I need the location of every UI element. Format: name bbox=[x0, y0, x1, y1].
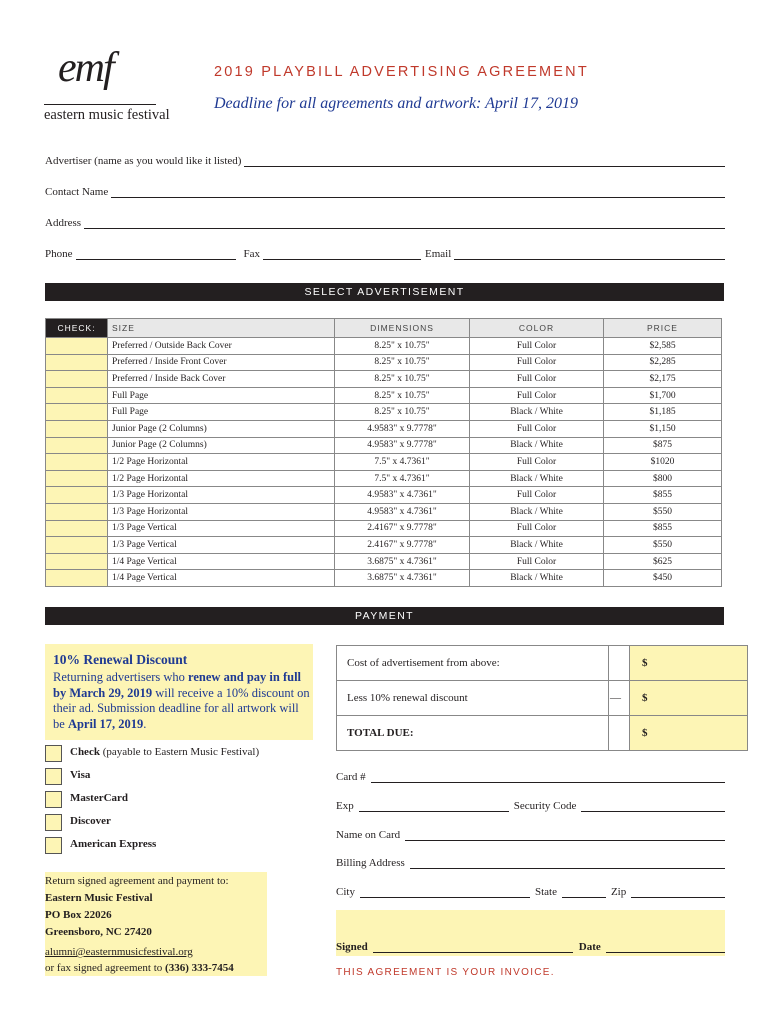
dimensions-cell: 3.6875" x 4.7361" bbox=[335, 553, 470, 570]
table-row bbox=[46, 537, 722, 554]
less-row bbox=[337, 681, 748, 716]
signed-label: Signed bbox=[336, 941, 368, 953]
deadline-note: Deadline for all agreements and artwork: April 17, 2019 bbox=[214, 95, 578, 112]
visa-label: Visa bbox=[70, 769, 91, 781]
table-row bbox=[46, 487, 722, 504]
discount-date-2: April 17, 2019 bbox=[67, 716, 144, 731]
size-cell: 1/3 Page Horizontal bbox=[108, 487, 335, 504]
size-cell: Full Page bbox=[108, 387, 335, 404]
zip-field[interactable] bbox=[631, 886, 725, 898]
contact-name-row bbox=[45, 186, 725, 198]
return-city: Greensboro, NC 27420 bbox=[45, 926, 152, 938]
logo-name: eastern music festival bbox=[44, 107, 170, 123]
discount-heading: 10% Renewal Discount bbox=[53, 652, 188, 667]
price-cell: $450 bbox=[604, 570, 722, 587]
contact-name-label: Contact Name bbox=[45, 186, 109, 198]
row-checkbox[interactable] bbox=[46, 420, 108, 437]
table-row bbox=[46, 454, 722, 471]
state-field[interactable] bbox=[562, 886, 606, 898]
name-on-card-field[interactable] bbox=[405, 829, 725, 841]
total-label: TOTAL DUE: bbox=[337, 716, 609, 751]
dimensions-cell: 4.9583" x 9.7778" bbox=[335, 420, 470, 437]
page-title: 2019 PLAYBILL ADVERTISING AGREEMENT bbox=[214, 64, 589, 80]
price-cell: $550 bbox=[604, 503, 722, 520]
logo-mark: emf bbox=[58, 45, 113, 91]
table-row bbox=[46, 420, 722, 437]
return-info-box bbox=[45, 872, 267, 976]
emf-logo bbox=[44, 44, 170, 129]
size-cell: 1/2 Page Horizontal bbox=[108, 454, 335, 471]
check-label: Check bbox=[70, 746, 100, 758]
dimensions-cell: 8.25" x 10.75" bbox=[335, 354, 470, 371]
table-header-row bbox=[46, 319, 722, 338]
logo-rule bbox=[44, 104, 156, 105]
amex-label: American Express bbox=[70, 838, 157, 850]
row-checkbox[interactable] bbox=[46, 354, 108, 371]
billing-row bbox=[336, 857, 725, 869]
discover-label: Discover bbox=[70, 815, 111, 827]
dimensions-cell: 4.9583" x 9.7778" bbox=[335, 437, 470, 454]
col-dimensions: DIMENSIONS bbox=[335, 319, 470, 338]
dimensions-cell: 8.25" x 10.75" bbox=[335, 404, 470, 421]
discount-body bbox=[53, 670, 311, 732]
size-cell: 1/4 Page Vertical bbox=[108, 570, 335, 587]
row-checkbox[interactable] bbox=[46, 404, 108, 421]
size-cell: 1/3 Page Vertical bbox=[108, 537, 335, 554]
advertiser-field[interactable] bbox=[244, 155, 725, 167]
cost-amount-field[interactable]: $ bbox=[630, 646, 748, 681]
discover-checkbox[interactable] bbox=[45, 814, 62, 831]
row-checkbox[interactable] bbox=[46, 437, 108, 454]
discount-text-3: . bbox=[143, 716, 147, 731]
email-field[interactable] bbox=[454, 248, 725, 260]
date-field[interactable] bbox=[606, 941, 725, 953]
signature-field[interactable] bbox=[373, 941, 573, 953]
col-price: PRICE bbox=[604, 319, 722, 338]
price-cell: $2,285 bbox=[604, 354, 722, 371]
row-checkbox[interactable] bbox=[46, 454, 108, 471]
row-checkbox[interactable] bbox=[46, 537, 108, 554]
invoice-note: THIS AGREEMENT IS YOUR INVOICE. bbox=[336, 967, 555, 978]
fax-number: (336) 333-7454 bbox=[165, 962, 234, 974]
price-cell: $550 bbox=[604, 537, 722, 554]
color-cell: Full Color bbox=[470, 371, 604, 388]
discount-text-1: Returning advertisers who bbox=[53, 670, 189, 684]
row-checkbox[interactable] bbox=[46, 553, 108, 570]
city-field[interactable] bbox=[360, 886, 530, 898]
discount-text-2: will receive a 10% discount on their ad. Submission deadline for all artwork will be bbox=[53, 685, 310, 731]
table-row bbox=[46, 338, 722, 355]
select-advertisement-header: SELECT ADVERTISEMENT bbox=[45, 283, 724, 301]
discount-date-1: renew and pay in full by March 29, 2019 bbox=[53, 670, 302, 700]
size-cell: 1/3 Page Vertical bbox=[108, 520, 335, 537]
color-cell: Full Color bbox=[470, 354, 604, 371]
mastercard-checkbox[interactable] bbox=[45, 791, 62, 808]
address-row bbox=[45, 217, 725, 229]
return-po-box: PO Box 22026 bbox=[45, 909, 112, 921]
card-number-field[interactable] bbox=[371, 771, 725, 783]
state-label: State bbox=[534, 886, 557, 898]
color-cell: Black / White bbox=[470, 503, 604, 520]
color-cell: Black / White bbox=[470, 537, 604, 554]
card-row bbox=[336, 771, 725, 783]
price-cell: $625 bbox=[604, 553, 722, 570]
phone-label: Phone bbox=[45, 248, 73, 260]
price-cell: $1,185 bbox=[604, 404, 722, 421]
color-cell: Full Color bbox=[470, 338, 604, 355]
fax-field[interactable] bbox=[263, 248, 421, 260]
dimensions-cell: 2.4167" x 9.7778" bbox=[335, 537, 470, 554]
col-color: COLOR bbox=[470, 319, 604, 338]
visa-checkbox[interactable] bbox=[45, 768, 62, 785]
row-checkbox[interactable] bbox=[46, 371, 108, 388]
phone-fax-email-row bbox=[45, 248, 725, 260]
city-state-zip-row bbox=[336, 886, 725, 898]
table-row bbox=[46, 553, 722, 570]
price-cell: $875 bbox=[604, 437, 722, 454]
name-on-card-label: Name on Card bbox=[336, 829, 401, 841]
color-cell: Full Color bbox=[470, 454, 604, 471]
less-amount-field[interactable]: $ bbox=[630, 681, 748, 716]
billing-address-label: Billing Address bbox=[336, 857, 405, 869]
size-cell: Preferred / Inside Front Cover bbox=[108, 354, 335, 371]
price-cell: $2,175 bbox=[604, 371, 722, 388]
total-row bbox=[337, 716, 748, 751]
row-checkbox[interactable] bbox=[46, 470, 108, 487]
col-size: SIZE bbox=[108, 319, 335, 338]
table-row bbox=[46, 437, 722, 454]
check-option bbox=[70, 746, 259, 758]
exp-label: Exp bbox=[336, 800, 354, 812]
return-email-link[interactable]: alumni@easternmusicfestival.org bbox=[45, 946, 193, 958]
price-cell: $1,150 bbox=[604, 420, 722, 437]
check-checkbox[interactable] bbox=[45, 745, 62, 762]
amex-checkbox[interactable] bbox=[45, 837, 62, 854]
size-cell: Preferred / Outside Back Cover bbox=[108, 338, 335, 355]
size-cell: 1/3 Page Horizontal bbox=[108, 503, 335, 520]
less-dash: — bbox=[609, 681, 630, 716]
signature-row bbox=[336, 941, 725, 953]
dimensions-cell: 8.25" x 10.75" bbox=[335, 371, 470, 388]
table-row bbox=[46, 387, 722, 404]
phone-field[interactable] bbox=[76, 248, 236, 260]
color-cell: Full Color bbox=[470, 420, 604, 437]
dimensions-cell: 4.9583" x 4.7361" bbox=[335, 487, 470, 504]
dimensions-cell: 4.9583" x 4.7361" bbox=[335, 503, 470, 520]
row-checkbox[interactable] bbox=[46, 387, 108, 404]
cost-label: Cost of advertisement from above: bbox=[337, 646, 609, 681]
cost-row bbox=[337, 646, 748, 681]
address-field[interactable] bbox=[84, 217, 725, 229]
advertiser-row bbox=[45, 155, 725, 167]
security-code-field[interactable] bbox=[581, 800, 725, 812]
dimensions-cell: 2.4167" x 9.7778" bbox=[335, 520, 470, 537]
dimensions-cell: 8.25" x 10.75" bbox=[335, 387, 470, 404]
renewal-discount-box bbox=[45, 644, 313, 740]
address-label: Address bbox=[45, 217, 82, 229]
col-check: CHECK: bbox=[46, 319, 108, 338]
check-note: (payable to Eastern Music Festival) bbox=[102, 746, 260, 758]
contact-name-field[interactable] bbox=[111, 186, 725, 198]
name-on-card-row bbox=[336, 829, 725, 841]
exp-row bbox=[336, 800, 725, 812]
color-cell: Black / White bbox=[470, 570, 604, 587]
size-cell: Preferred / Inside Back Cover bbox=[108, 371, 335, 388]
color-cell: Black / White bbox=[470, 404, 604, 421]
price-cell: $800 bbox=[604, 470, 722, 487]
color-cell: Full Color bbox=[470, 520, 604, 537]
table-row bbox=[46, 570, 722, 587]
dimensions-cell: 8.25" x 10.75" bbox=[335, 338, 470, 355]
dimensions-cell: 7.5" x 4.7361" bbox=[335, 454, 470, 471]
size-cell: Junior Page (2 Columns) bbox=[108, 437, 335, 454]
fax-label: Fax bbox=[243, 248, 260, 260]
date-label: Date bbox=[578, 941, 601, 953]
row-checkbox[interactable] bbox=[46, 503, 108, 520]
color-cell: Full Color bbox=[470, 487, 604, 504]
fax-prefix: or fax signed agreement to bbox=[45, 962, 166, 974]
signature-box bbox=[336, 910, 725, 956]
color-cell: Black / White bbox=[470, 470, 604, 487]
return-intro: Return signed agreement and payment to: bbox=[45, 875, 229, 887]
email-label: Email bbox=[425, 248, 452, 260]
table-row bbox=[46, 404, 722, 421]
table-row bbox=[46, 503, 722, 520]
billing-address-field[interactable] bbox=[410, 857, 725, 869]
price-cell: $1020 bbox=[604, 454, 722, 471]
row-checkbox[interactable] bbox=[46, 487, 108, 504]
table-row bbox=[46, 520, 722, 537]
table-row bbox=[46, 371, 722, 388]
color-cell: Full Color bbox=[470, 387, 604, 404]
total-amount-field[interactable]: $ bbox=[630, 716, 748, 751]
cost-table bbox=[336, 645, 748, 751]
price-cell: $855 bbox=[604, 487, 722, 504]
mastercard-label: MasterCard bbox=[70, 792, 129, 804]
advertisement-table bbox=[45, 318, 722, 587]
color-cell: Full Color bbox=[470, 553, 604, 570]
total-spacer bbox=[609, 716, 630, 751]
table-row bbox=[46, 470, 722, 487]
advertiser-label: Advertiser (name as you would like it listed) bbox=[45, 155, 242, 167]
size-cell: Full Page bbox=[108, 404, 335, 421]
card-label: Card # bbox=[336, 771, 366, 783]
table-row bbox=[46, 354, 722, 371]
exp-field[interactable] bbox=[359, 800, 509, 812]
row-checkbox[interactable] bbox=[46, 520, 108, 537]
size-cell: Junior Page (2 Columns) bbox=[108, 420, 335, 437]
price-cell: $2,585 bbox=[604, 338, 722, 355]
color-cell: Black / White bbox=[470, 437, 604, 454]
return-org: Eastern Music Festival bbox=[45, 892, 153, 904]
zip-label: Zip bbox=[610, 886, 627, 898]
dimensions-cell: 7.5" x 4.7361" bbox=[335, 470, 470, 487]
city-label: City bbox=[336, 886, 355, 898]
security-code-label: Security Code bbox=[513, 800, 577, 812]
price-cell: $1,700 bbox=[604, 387, 722, 404]
size-cell: 1/4 Page Vertical bbox=[108, 553, 335, 570]
row-checkbox[interactable] bbox=[46, 570, 108, 587]
return-fax bbox=[45, 962, 234, 974]
dimensions-cell: 3.6875" x 4.7361" bbox=[335, 570, 470, 587]
size-cell: 1/2 Page Horizontal bbox=[108, 470, 335, 487]
payment-header: PAYMENT bbox=[45, 607, 724, 625]
cost-spacer bbox=[609, 646, 630, 681]
row-checkbox[interactable] bbox=[46, 338, 108, 355]
price-cell: $855 bbox=[604, 520, 722, 537]
less-label: Less 10% renewal discount bbox=[337, 681, 609, 716]
